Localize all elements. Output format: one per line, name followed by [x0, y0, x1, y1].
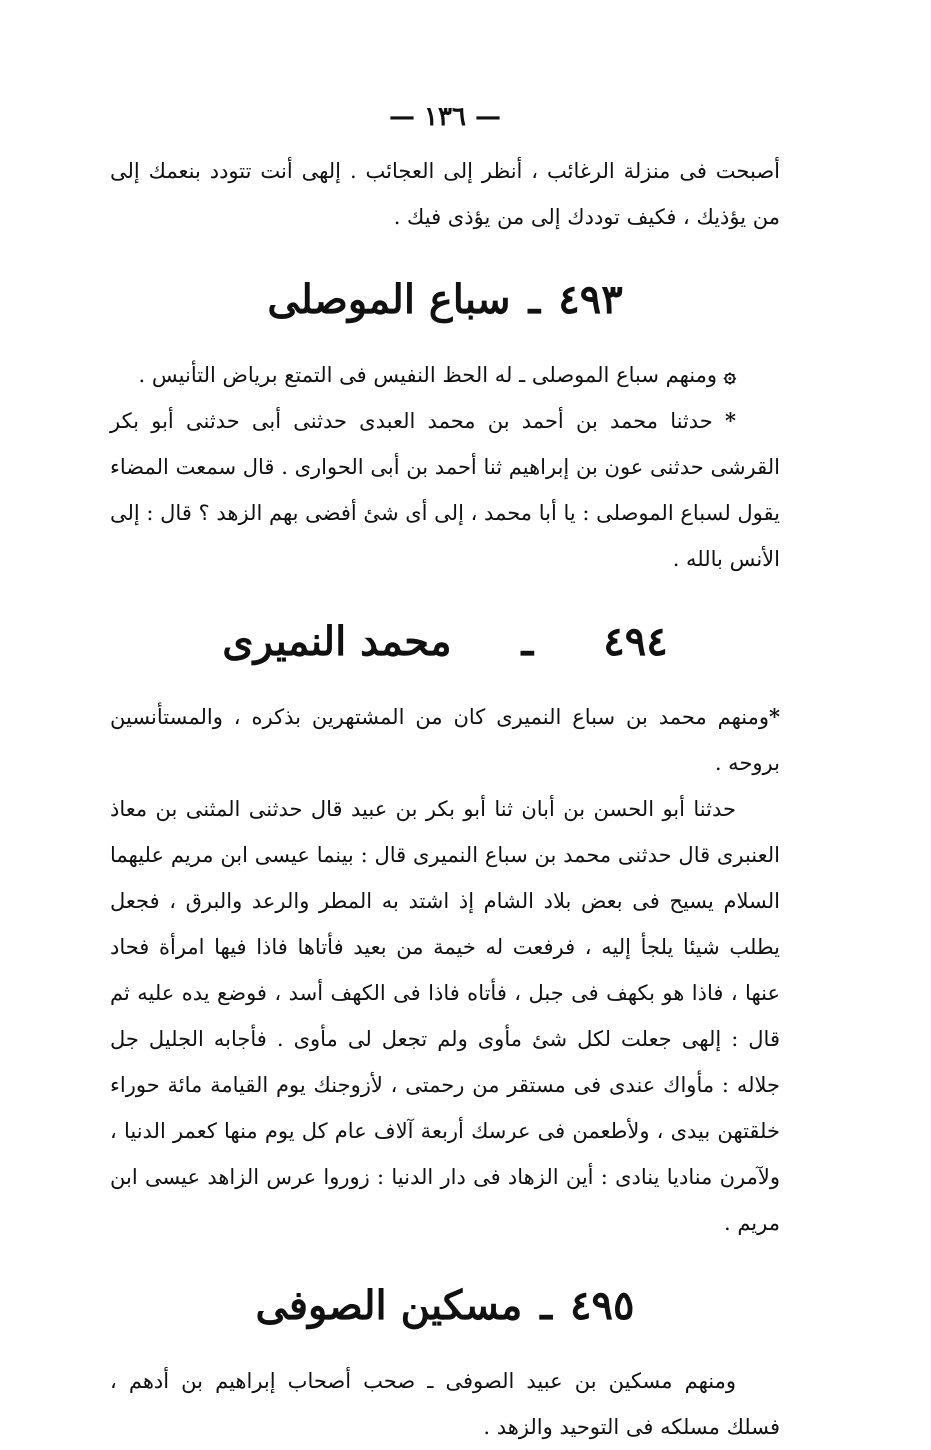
heading-dash: ـ [528, 276, 541, 323]
section-494-paragraph-2: حدثنا أبو الحسن بن أبان ثنا أبو بكر بن عبيد قال حدثنى المثنى بن معاذ العنبرى قال حدثنى محمد بن سباع النميرى قال : بينما عيسى ابن مريم عليهما السلام يسيح فى بعض بلاد الشام إذ اشتد به المطر والرعد والبرق ، فجعل يطلب شيئا يلجأ إليه ، فرفعت له خيمة من بعيد فأتاها فاذا فيها امرأة فحاد عنها ، فاذا هو بكهف فى جبل ، فأتاه فاذا فى الكهف أسد ، فوضع يده عليه ثم قال : إلهى جعلت لكل شئ مأوى ولم تجعل لى مأوى . فأجابه الجليل جل جلاله : مأواك عندى فى مستقر من رحمتى ، لأزوجنك يوم القيامة مائة حوراء خلقتهن بيدى ، ولأطعمن فى عرسك أربعة آلاف عام كل يوم منها كعمر الدنيا ، ولآمرن مناديا ينادى : أين الزهاد فى دار الدنيا : زوروا عرس الزاهد عيسى ابن مريم . [110, 797, 780, 1235]
section-494-paragraph-1 [110, 694, 780, 786]
page-number: — ١٣٦ — [388, 102, 502, 132]
heading-dash: ـ [540, 1282, 553, 1329]
paragraph-text: ومنهم محمد بن سباع النميرى كان من المشتهرين بذكره ، والمستأنسين بروحه . [110, 705, 780, 775]
flower-marker: ۞ [723, 362, 736, 387]
section-495-paragraph-1: ومنهم مسكين بن عبيد الصوفى ـ صحب أصحاب إبراهيم بن أدهم ، فسلك مسلكه فى التوحيد والزهد . [110, 1369, 780, 1439]
section-title: محمد النميرى [222, 618, 452, 665]
heading-dash: ـ [521, 618, 534, 665]
section-number: ٤٩٤ [603, 618, 668, 665]
paragraph-text: ومنهم سباع الموصلى ـ له الحظ النفيس فى التمتع برياض التأنيس . [138, 363, 717, 387]
section-493-paragraph-1 [110, 352, 780, 398]
intro-paragraph: أصبحت فى منزلة الرغائب ، أنظر إلى العجائب . إلهى أنت تتودد بنعمك إلى من يؤذيك ، فكيف توددك إلى من يؤذى فيك . [110, 159, 780, 229]
section-heading-495 [110, 1264, 780, 1348]
star-marker: * [769, 704, 780, 729]
book-page [110, 100, 780, 1450]
section-heading-493 [110, 258, 780, 342]
section-number: ٤٩٥ [570, 1282, 635, 1329]
section-493-paragraph-2 [110, 398, 780, 582]
section-number: ٤٩٣ [558, 276, 623, 323]
paragraph-text: حدثنا محمد بن أحمد بن محمد العبدى حدثنى أبى حدثنى أبو بكر القرشى حدثنى عون بن إبراهيم ثنا أحمد بن أبى الحوارى . قال سمعت المضاء يقول لسباع الموصلى : يا أبا محمد ، إلى أى شئ أفضى بهم الزهد ؟ قال : إلى الأنس بالله . [110, 409, 780, 571]
section-heading-494 [110, 600, 780, 684]
section-title: سباع الموصلى [267, 276, 511, 323]
section-title: مسكين الصوفى [255, 1282, 523, 1329]
star-marker: * [725, 408, 736, 433]
